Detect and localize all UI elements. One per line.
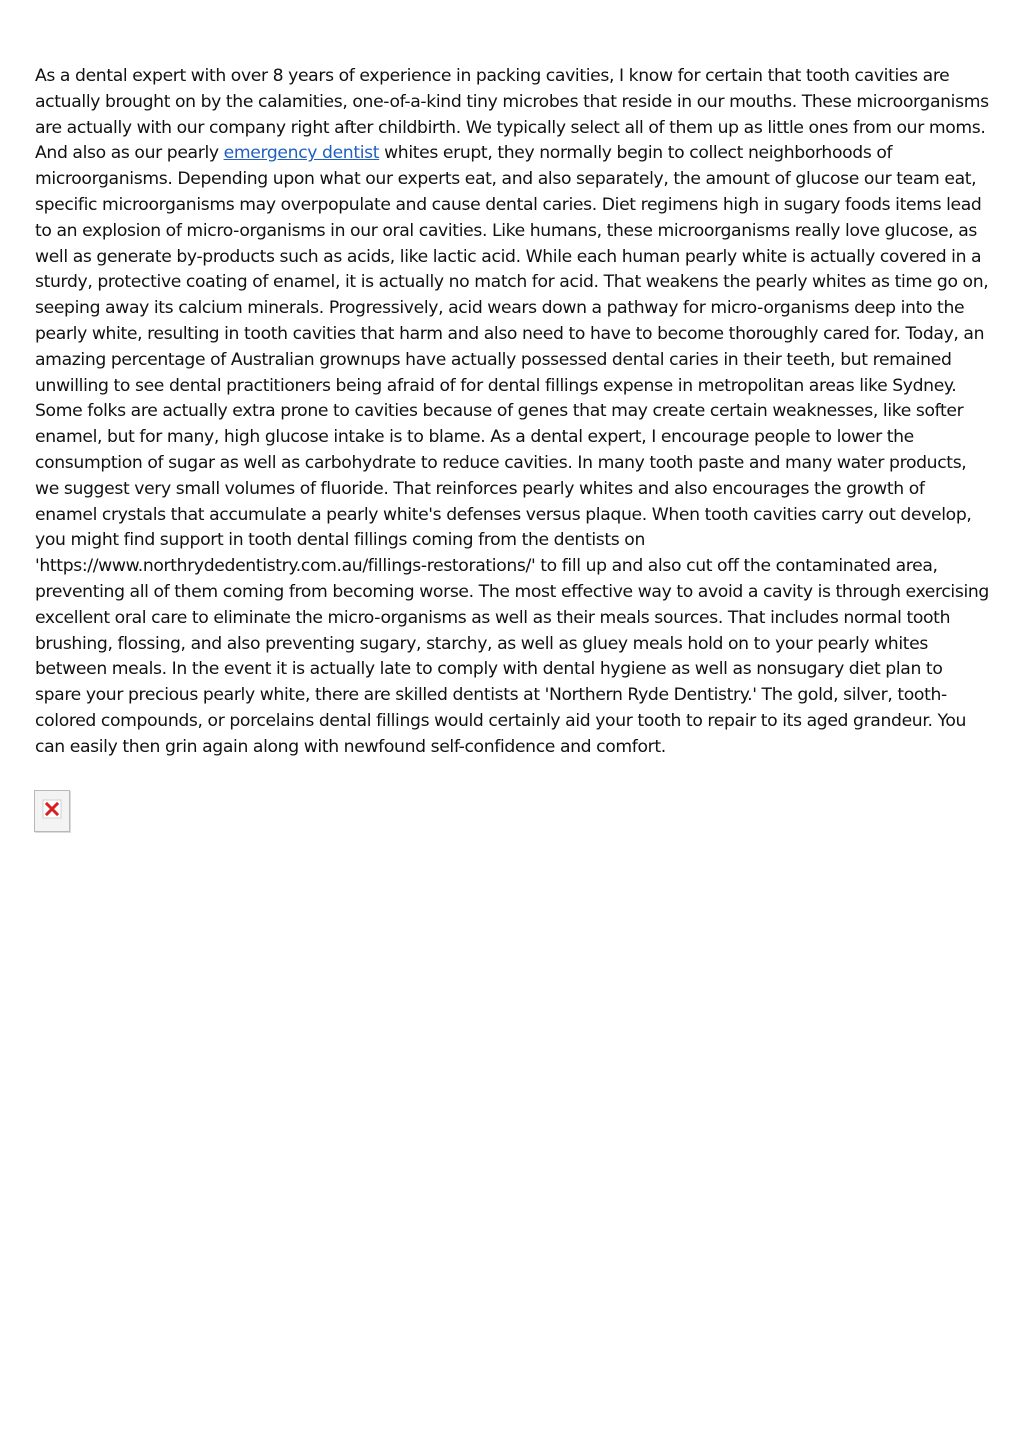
broken-image [34,790,70,832]
article-text-before-link: As a dental expert with over 8 years of experience in packing cavities, I know for certain that tooth cavities are actually brought on by the calamities, one-of-a-kind tiny microbes that reside in our mouths. These microorganisms are actually with our company right after childbirth. We typically select all of them up as little ones from our moms. And also as our pearly [35,66,989,164]
broken-image-icon [42,799,62,819]
article-paragraph [35,64,991,761]
emergency-dentist-link[interactable]: emergency dentist [223,143,380,164]
article-text-after-link: whites erupt, they normally begin to collect neighborhoods of microorganisms. Depending upon what our experts eat, and also separately, the amount of glucose our team eat, specific microorganisms may overpopulate and cause dental caries. Diet regimens high in sugary foods items lead to an explosion of micro-organisms in our oral cavities. Like humans, these microorganisms really love glucose, as well as generate by-products such as acids, like lactic acid. While each human pearly white is actually covered in a sturdy, protective coating of enamel, it is actually no match for acid. That weakens the pearly whites as time go on, seeping away its calcium minerals. Progressively, acid wears down a pathway for micro-organisms deep into the pearly white, resulting in tooth cavities that harm and also need to have to become thoroughly cared for. Today, an amazing percentage of Australian grownups have actually possessed dental caries in their teeth, but remained unwilling to see dental practitioners being afraid of for dental fillings expense in metropolitan areas like Sydney. Some folks are actually extra prone to cavities because of genes that may create certain weaknesses, like softer enamel, but for many, high glucose intake is to blame. As a dental expert, I encourage people to lower the consumption of sugar as well as carbohydrate to reduce cavities. In many tooth paste and many water products, we suggest very small volumes of fluoride. That reinforces pearly whites and also encourages the growth of enamel crystals that accumulate a pearly white's defenses versus plaque. When tooth cavities carry out develop, you might find support in tooth dental fillings coming from the dentists on 'https://www.northrydedentistry.com.au/fillings-restorations/' to fill up and also cut off the contaminated area, preventing all of them coming from becoming worse. The most effective way to avoid a cavity is through exercising excellent oral care to eliminate the micro-organisms as well as their meals sources. That includes normal tooth brushing, flossing, and also preventing sugary, starchy, as well as gluey meals hold on to your pearly whites between meals. In the event it is actually late to comply with dental hygiene as well as nonsugary diet plan to spare your precious pearly white, there are skilled dentists at 'Northern Ryde Dentistry.' The gold, silver, tooth-colored compounds, or porcelains dental fillings would certainly aid your tooth to repair to its aged grandeur. You can easily then grin again along with newfound self-confidence and comfort. [35,143,989,757]
